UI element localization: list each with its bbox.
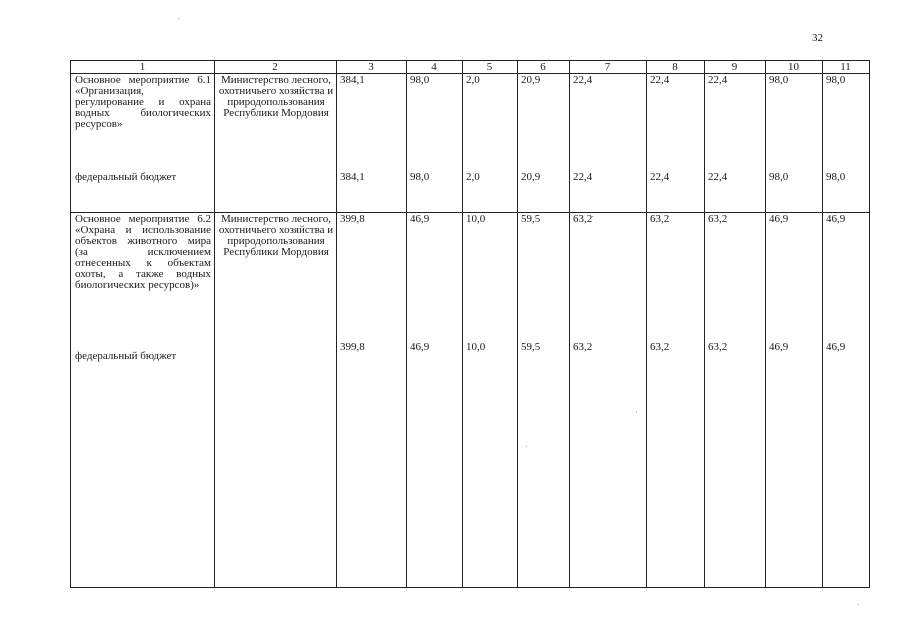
row-2-funding-label: федеральный бюджет (75, 350, 177, 362)
row-2-funding-value-col-4: 46,9 (410, 341, 430, 353)
row-2-description: Основное мероприятие 6.2 «Охрана и использование объектов животного мира (за исключением отнесенных к объектам охоты, а также водных биологических ресурсов)» (75, 213, 211, 291)
row-1-value-col-9: 22,4 (708, 74, 728, 86)
column-header-2: 2 (272, 61, 278, 73)
row-1-funding-value-col-10: 98,0 (769, 171, 789, 183)
column-divider (569, 61, 570, 587)
row-1-value-col-10: 98,0 (769, 74, 789, 86)
row-2-value-col-6: 59,5 (521, 213, 541, 225)
column-header-8: 8 (672, 61, 678, 73)
scan-speck (592, 216, 593, 217)
row-1-funding-value-col-9: 22,4 (708, 171, 728, 183)
scan-speck (636, 412, 637, 413)
row-2-value-col-7: 63,2 (573, 213, 593, 225)
row-1-funding-value-col-7: 22,4 (573, 171, 593, 183)
row-1-value-col-5: 2,0 (466, 74, 480, 86)
row-1-value-col-8: 22,4 (650, 74, 670, 86)
column-header-11: 11 (840, 61, 851, 73)
row-2-value-col-8: 63,2 (650, 213, 670, 225)
row-1-value-col-6: 20,9 (521, 74, 541, 86)
column-divider (214, 61, 215, 587)
column-header-1: 1 (139, 61, 146, 73)
row-1-value-col-11: 98,0 (826, 74, 846, 86)
scan-speck (178, 18, 179, 19)
column-divider (517, 61, 518, 587)
column-divider (765, 61, 766, 587)
row-2-funding-value-col-10: 46,9 (769, 341, 789, 353)
column-divider (406, 61, 407, 587)
row-2-funding-value-col-7: 63,2 (573, 341, 593, 353)
row-1-funding-value-col-5: 2,0 (466, 171, 480, 183)
row-2-funding-value-col-11: 46,9 (826, 341, 846, 353)
row-1-agency: Министерство лесного, охотничьего хозяйства и природопользования Республики Мордовия (218, 74, 334, 119)
column-header-3: 3 (368, 61, 374, 73)
row-1-funding-value-col-6: 20,9 (521, 171, 541, 183)
row-1-funding-value-col-4: 98,0 (410, 171, 430, 183)
row-1-funding-value-col-11: 98,0 (826, 171, 846, 183)
row-2-value-col-10: 46,9 (769, 213, 789, 225)
row-1-value-col-3: 384,1 (340, 74, 365, 86)
row-1-funding-value-col-8: 22,4 (650, 171, 670, 183)
row-2-value-col-3: 399,8 (340, 213, 365, 225)
column-divider (462, 61, 463, 587)
column-divider (822, 61, 823, 587)
row-2-value-col-4: 46,9 (410, 213, 430, 225)
budget-table (70, 60, 870, 588)
row-1-funding-label: федеральный бюджет (75, 171, 177, 183)
row-2-agency: Министерство лесного, охотничьего хозяйства и природопользования Республики Мордовия (218, 213, 334, 258)
row-2-funding-value-col-6: 59,5 (521, 341, 541, 353)
column-divider (336, 61, 337, 587)
column-divider (646, 61, 647, 587)
row-2-funding-value-col-9: 63,2 (708, 341, 728, 353)
scan-speck (526, 446, 527, 447)
column-header-10: 10 (788, 61, 799, 73)
column-header-7: 7 (604, 61, 611, 73)
column-header-9: 9 (731, 61, 738, 73)
row-2-funding-value-col-3: 399,8 (340, 341, 365, 353)
row-1-value-col-4: 98,0 (410, 74, 430, 86)
row-1-funding-value-col-3: 384,1 (340, 171, 365, 183)
row-2-funding-value-col-5: 10,0 (466, 341, 486, 353)
row-1-value-col-7: 22,4 (573, 74, 593, 86)
column-divider (704, 61, 705, 587)
scan-speck (858, 604, 859, 605)
row-2-value-col-5: 10,0 (466, 213, 486, 225)
row-2-value-col-9: 63,2 (708, 213, 728, 225)
column-header-5: 5 (486, 61, 493, 73)
row-1-description: Основное мероприятие 6.1 «Организация, регулирование и охрана водных биологических ресурсов» (75, 74, 211, 130)
row-2-value-col-11: 46,9 (826, 213, 846, 225)
column-header-4: 4 (431, 61, 437, 73)
column-header-6: 6 (540, 61, 546, 73)
page-number: 32 (812, 32, 823, 44)
row-2-funding-value-col-8: 63,2 (650, 341, 670, 353)
